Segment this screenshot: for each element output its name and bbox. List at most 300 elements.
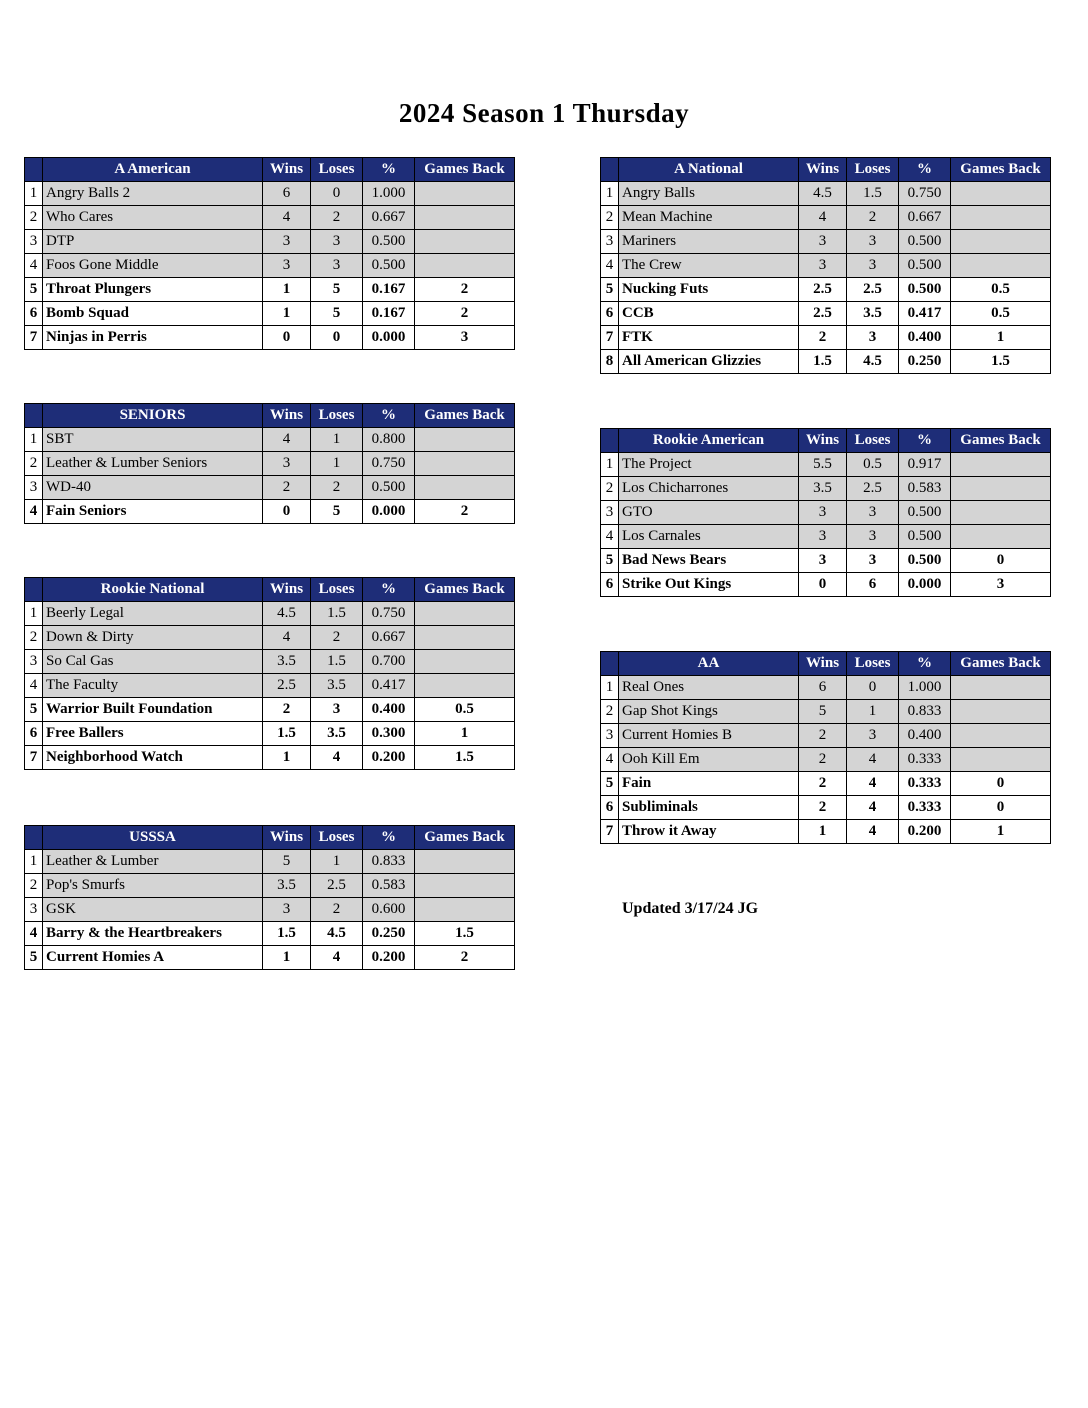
team-cell: FTK (619, 326, 799, 350)
pct-cell: 0.500 (899, 278, 951, 302)
col-header-pct: % (899, 158, 951, 182)
rank-cell: 7 (601, 326, 619, 350)
rank-cell: 3 (601, 501, 619, 525)
games-back-cell (951, 748, 1051, 772)
col-header-wins: Wins (799, 652, 847, 676)
games-back-cell (415, 602, 515, 626)
pct-cell: 0.917 (899, 453, 951, 477)
wins-cell: 3 (799, 501, 847, 525)
team-cell: DTP (43, 230, 263, 254)
loses-cell: 3 (847, 724, 899, 748)
games-back-cell (415, 626, 515, 650)
team-cell: Los Chicharrones (619, 477, 799, 501)
rank-cell: 6 (25, 722, 43, 746)
loses-cell: 4 (847, 796, 899, 820)
team-cell: Current Homies B (619, 724, 799, 748)
rank-cell: 5 (601, 278, 619, 302)
loses-cell: 6 (847, 573, 899, 597)
games-back-cell (951, 254, 1051, 278)
loses-cell: 5 (311, 278, 363, 302)
standings-row (25, 626, 515, 650)
pct-cell: 0.200 (363, 946, 415, 970)
pct-cell: 0.167 (363, 302, 415, 326)
wins-cell: 5 (799, 700, 847, 724)
standings-row (25, 278, 515, 302)
col-header-loses: Loses (311, 158, 363, 182)
pct-cell: 0.500 (899, 230, 951, 254)
team-cell: Gap Shot Kings (619, 700, 799, 724)
loses-cell: 3 (847, 549, 899, 573)
loses-cell: 4.5 (847, 350, 899, 374)
rank-cell: 3 (601, 724, 619, 748)
loses-cell: 3 (311, 230, 363, 254)
pct-cell: 0.333 (899, 796, 951, 820)
pct-cell: 0.167 (363, 278, 415, 302)
rank-cell: 1 (25, 428, 43, 452)
pct-cell: 0.333 (899, 748, 951, 772)
standings-row (601, 820, 1051, 844)
wins-cell: 4.5 (799, 182, 847, 206)
team-cell: SBT (43, 428, 263, 452)
loses-cell: 2.5 (311, 874, 363, 898)
loses-cell: 1 (311, 428, 363, 452)
wins-cell: 1 (263, 278, 311, 302)
division-title: AA (619, 652, 799, 676)
division-title: SENIORS (43, 404, 263, 428)
games-back-cell (415, 674, 515, 698)
division-title: A National (619, 158, 799, 182)
rank-cell: 2 (601, 206, 619, 230)
wins-cell: 3 (263, 898, 311, 922)
pct-cell: 0.400 (899, 326, 951, 350)
standings-row (601, 724, 1051, 748)
wins-cell: 1.5 (263, 922, 311, 946)
games-back-cell (951, 676, 1051, 700)
pct-cell: 0.200 (363, 746, 415, 770)
standings-row (25, 476, 515, 500)
standings-row (25, 698, 515, 722)
games-back-cell: 0 (951, 796, 1051, 820)
team-cell: Mariners (619, 230, 799, 254)
games-back-cell: 0 (951, 772, 1051, 796)
loses-cell: 1.5 (847, 182, 899, 206)
team-cell: Subliminals (619, 796, 799, 820)
loses-cell: 5 (311, 500, 363, 524)
games-back-cell (951, 477, 1051, 501)
team-cell: Ooh Kill Em (619, 748, 799, 772)
team-cell: Fain Seniors (43, 500, 263, 524)
col-header-wins: Wins (263, 404, 311, 428)
pct-cell: 0.667 (363, 626, 415, 650)
standings-row (25, 302, 515, 326)
team-cell: Foos Gone Middle (43, 254, 263, 278)
games-back-cell (951, 525, 1051, 549)
wins-cell: 6 (263, 182, 311, 206)
pct-cell: 0.500 (899, 254, 951, 278)
rank-cell: 1 (601, 182, 619, 206)
col-header-pct: % (363, 158, 415, 182)
loses-cell: 0.5 (847, 453, 899, 477)
pct-cell: 0.500 (363, 230, 415, 254)
division-title: USSSA (43, 826, 263, 850)
team-cell: Angry Balls 2 (43, 182, 263, 206)
pct-cell: 0.800 (363, 428, 415, 452)
team-cell: The Crew (619, 254, 799, 278)
loses-cell: 3 (847, 254, 899, 278)
updated-note: Updated 3/17/24 JG (622, 900, 759, 917)
pct-cell: 0.250 (899, 350, 951, 374)
wins-cell: 3 (799, 549, 847, 573)
games-back-cell (951, 700, 1051, 724)
standings-row (601, 676, 1051, 700)
rank-cell: 3 (25, 650, 43, 674)
rank-cell: 3 (601, 230, 619, 254)
team-cell: Fain (619, 772, 799, 796)
col-header-games-back: Games Back (415, 578, 515, 602)
games-back-cell: 0 (951, 549, 1051, 573)
header-row (25, 158, 515, 182)
wins-cell: 5.5 (799, 453, 847, 477)
wins-cell: 2.5 (263, 674, 311, 698)
games-back-cell (951, 206, 1051, 230)
games-back-cell (415, 182, 515, 206)
col-header-wins: Wins (799, 429, 847, 453)
rank-cell: 2 (25, 626, 43, 650)
wins-cell: 4 (263, 626, 311, 650)
pct-cell: 0.500 (899, 525, 951, 549)
rank-cell: 6 (601, 302, 619, 326)
loses-cell: 3 (847, 326, 899, 350)
col-header-games-back: Games Back (951, 652, 1051, 676)
wins-cell: 2 (799, 796, 847, 820)
wins-cell: 0 (263, 500, 311, 524)
col-header-wins: Wins (263, 158, 311, 182)
standings-row (25, 326, 515, 350)
rank-cell: 2 (601, 477, 619, 501)
standings-row (25, 898, 515, 922)
col-header-loses: Loses (311, 578, 363, 602)
team-cell: GTO (619, 501, 799, 525)
team-cell: All American Glizzies (619, 350, 799, 374)
header-row (25, 826, 515, 850)
rank-cell: 2 (25, 874, 43, 898)
games-back-cell (415, 254, 515, 278)
rank-cell: 3 (25, 230, 43, 254)
games-back-cell (415, 206, 515, 230)
team-cell: Who Cares (43, 206, 263, 230)
pct-cell: 0.667 (363, 206, 415, 230)
standings-row (601, 796, 1051, 820)
team-cell: Neighborhood Watch (43, 746, 263, 770)
pct-cell: 0.300 (363, 722, 415, 746)
loses-cell: 2.5 (847, 278, 899, 302)
loses-cell: 3 (847, 525, 899, 549)
standings-row (601, 278, 1051, 302)
wins-cell: 4.5 (263, 602, 311, 626)
team-cell: The Project (619, 453, 799, 477)
rank-cell: 6 (601, 573, 619, 597)
rank-cell: 2 (601, 700, 619, 724)
rank-cell: 7 (25, 746, 43, 770)
header-row (25, 404, 515, 428)
wins-cell: 3 (799, 230, 847, 254)
wins-cell: 1 (263, 302, 311, 326)
loses-cell: 4.5 (311, 922, 363, 946)
wins-cell: 2 (263, 476, 311, 500)
games-back-cell: 3 (951, 573, 1051, 597)
games-back-cell (415, 650, 515, 674)
col-header-loses: Loses (847, 429, 899, 453)
wins-cell: 0 (263, 326, 311, 350)
team-cell: Throw it Away (619, 820, 799, 844)
header-corner-cell (25, 158, 43, 182)
loses-cell: 2 (311, 898, 363, 922)
pct-cell: 0.000 (899, 573, 951, 597)
rank-cell: 3 (25, 476, 43, 500)
wins-cell: 1 (263, 946, 311, 970)
header-row (601, 429, 1051, 453)
standings-row (25, 206, 515, 230)
standings-row (25, 182, 515, 206)
standings-row (601, 772, 1051, 796)
pct-cell: 0.583 (899, 477, 951, 501)
loses-cell: 0 (311, 182, 363, 206)
games-back-cell: 1 (951, 326, 1051, 350)
games-back-cell: 0.5 (951, 302, 1051, 326)
loses-cell: 4 (847, 748, 899, 772)
games-back-cell: 0.5 (415, 698, 515, 722)
col-header-pct: % (363, 826, 415, 850)
col-header-loses: Loses (847, 652, 899, 676)
pct-cell: 0.833 (363, 850, 415, 874)
wins-cell: 2.5 (799, 278, 847, 302)
wins-cell: 1.5 (263, 722, 311, 746)
division-title: Rookie American (619, 429, 799, 453)
games-back-cell (415, 898, 515, 922)
standings-row (25, 254, 515, 278)
standings-row (601, 573, 1051, 597)
wins-cell: 3 (799, 525, 847, 549)
rank-cell: 4 (25, 674, 43, 698)
loses-cell: 3.5 (311, 674, 363, 698)
standings-row (601, 549, 1051, 573)
rank-cell: 5 (25, 698, 43, 722)
games-back-cell (415, 452, 515, 476)
header-corner-cell (601, 158, 619, 182)
col-header-pct: % (363, 578, 415, 602)
header-corner-cell (601, 429, 619, 453)
loses-cell: 4 (847, 820, 899, 844)
col-header-pct: % (899, 429, 951, 453)
standings-row (25, 230, 515, 254)
team-cell: CCB (619, 302, 799, 326)
standings-table-usssa (24, 825, 515, 970)
team-cell: Mean Machine (619, 206, 799, 230)
rank-cell: 7 (601, 820, 619, 844)
loses-cell: 3.5 (847, 302, 899, 326)
team-cell: Current Homies A (43, 946, 263, 970)
division-title: A American (43, 158, 263, 182)
wins-cell: 3.5 (799, 477, 847, 501)
games-back-cell: 1 (951, 820, 1051, 844)
team-cell: Los Carnales (619, 525, 799, 549)
loses-cell: 3 (311, 698, 363, 722)
page-title: 2024 Season 1 Thursday (398, 98, 690, 128)
loses-cell: 4 (311, 946, 363, 970)
wins-cell: 2 (799, 326, 847, 350)
team-cell: Nucking Futs (619, 278, 799, 302)
standings-row (601, 254, 1051, 278)
wins-cell: 2 (799, 748, 847, 772)
col-header-wins: Wins (263, 826, 311, 850)
standings-row (25, 922, 515, 946)
standings-row (601, 230, 1051, 254)
wins-cell: 1 (799, 820, 847, 844)
games-back-cell (951, 724, 1051, 748)
rank-cell: 2 (25, 206, 43, 230)
wins-cell: 3 (263, 452, 311, 476)
loses-cell: 4 (311, 746, 363, 770)
pct-cell: 1.000 (363, 182, 415, 206)
pct-cell: 0.500 (363, 254, 415, 278)
wins-cell: 2 (799, 772, 847, 796)
loses-cell: 3 (847, 501, 899, 525)
wins-cell: 1 (263, 746, 311, 770)
standings-row (25, 674, 515, 698)
rank-cell: 4 (25, 254, 43, 278)
standings-row (601, 182, 1051, 206)
pct-cell: 0.000 (363, 326, 415, 350)
team-cell: So Cal Gas (43, 650, 263, 674)
loses-cell: 1 (311, 850, 363, 874)
wins-cell: 5 (263, 850, 311, 874)
standings-row (25, 500, 515, 524)
team-cell: Real Ones (619, 676, 799, 700)
pct-cell: 0.417 (899, 302, 951, 326)
loses-cell: 2 (311, 626, 363, 650)
team-cell: Throat Plungers (43, 278, 263, 302)
loses-cell: 0 (847, 676, 899, 700)
standings-row (25, 650, 515, 674)
col-header-games-back: Games Back (951, 158, 1051, 182)
games-back-cell: 1 (415, 722, 515, 746)
loses-cell: 2 (311, 476, 363, 500)
col-header-games-back: Games Back (415, 826, 515, 850)
standings-row (601, 525, 1051, 549)
loses-cell: 4 (847, 772, 899, 796)
games-back-cell: 0.5 (951, 278, 1051, 302)
rank-cell: 1 (25, 602, 43, 626)
team-cell: Strike Out Kings (619, 573, 799, 597)
rank-cell: 4 (601, 525, 619, 549)
wins-cell: 3 (263, 254, 311, 278)
standings-table-a-national (600, 157, 1051, 374)
games-back-cell: 1.5 (951, 350, 1051, 374)
pct-cell: 0.417 (363, 674, 415, 698)
wins-cell: 3.5 (263, 874, 311, 898)
standings-row (25, 452, 515, 476)
pct-cell: 0.400 (899, 724, 951, 748)
pct-cell: 0.833 (899, 700, 951, 724)
rank-cell: 5 (601, 549, 619, 573)
standings-row (25, 874, 515, 898)
col-header-games-back: Games Back (415, 158, 515, 182)
team-cell: Barry & the Heartbreakers (43, 922, 263, 946)
standings-row (25, 946, 515, 970)
pct-cell: 0.250 (363, 922, 415, 946)
wins-cell: 6 (799, 676, 847, 700)
wins-cell: 3 (799, 254, 847, 278)
col-header-games-back: Games Back (415, 404, 515, 428)
team-cell: GSK (43, 898, 263, 922)
loses-cell: 1 (847, 700, 899, 724)
loses-cell: 2.5 (847, 477, 899, 501)
standings-row (601, 700, 1051, 724)
wins-cell: 4 (799, 206, 847, 230)
loses-cell: 3 (311, 254, 363, 278)
pct-cell: 0.583 (363, 874, 415, 898)
rank-cell: 1 (25, 850, 43, 874)
pct-cell: 0.000 (363, 500, 415, 524)
wins-cell: 2 (263, 698, 311, 722)
team-cell: Bad News Bears (619, 549, 799, 573)
loses-cell: 2 (847, 206, 899, 230)
pct-cell: 0.667 (899, 206, 951, 230)
standings-row (25, 602, 515, 626)
col-header-pct: % (363, 404, 415, 428)
team-cell: Warrior Built Foundation (43, 698, 263, 722)
rank-cell: 4 (601, 254, 619, 278)
pct-cell: 0.750 (363, 452, 415, 476)
pct-cell: 1.000 (899, 676, 951, 700)
wins-cell: 3.5 (263, 650, 311, 674)
games-back-cell (951, 453, 1051, 477)
team-cell: Bomb Squad (43, 302, 263, 326)
team-cell: Down & Dirty (43, 626, 263, 650)
col-header-pct: % (899, 652, 951, 676)
team-cell: Ninjas in Perris (43, 326, 263, 350)
standings-row (25, 722, 515, 746)
rank-cell: 5 (25, 278, 43, 302)
standings-row (25, 746, 515, 770)
wins-cell: 0 (799, 573, 847, 597)
games-back-cell: 3 (415, 326, 515, 350)
wins-cell: 2.5 (799, 302, 847, 326)
wins-cell: 2 (799, 724, 847, 748)
loses-cell: 0 (311, 326, 363, 350)
team-cell: Angry Balls (619, 182, 799, 206)
rank-cell: 4 (25, 500, 43, 524)
games-back-cell: 2 (415, 500, 515, 524)
rank-cell: 4 (601, 748, 619, 772)
col-header-games-back: Games Back (951, 429, 1051, 453)
rank-cell: 6 (25, 302, 43, 326)
games-back-cell (951, 230, 1051, 254)
col-header-loses: Loses (847, 158, 899, 182)
games-back-cell (415, 476, 515, 500)
games-back-cell (951, 501, 1051, 525)
rank-cell: 5 (25, 946, 43, 970)
standings-row (25, 850, 515, 874)
games-back-cell: 2 (415, 278, 515, 302)
pct-cell: 0.500 (899, 549, 951, 573)
loses-cell: 1.5 (311, 602, 363, 626)
header-corner-cell (25, 826, 43, 850)
standings-row (601, 477, 1051, 501)
standings-row (601, 350, 1051, 374)
rank-cell: 8 (601, 350, 619, 374)
rank-cell: 1 (601, 453, 619, 477)
